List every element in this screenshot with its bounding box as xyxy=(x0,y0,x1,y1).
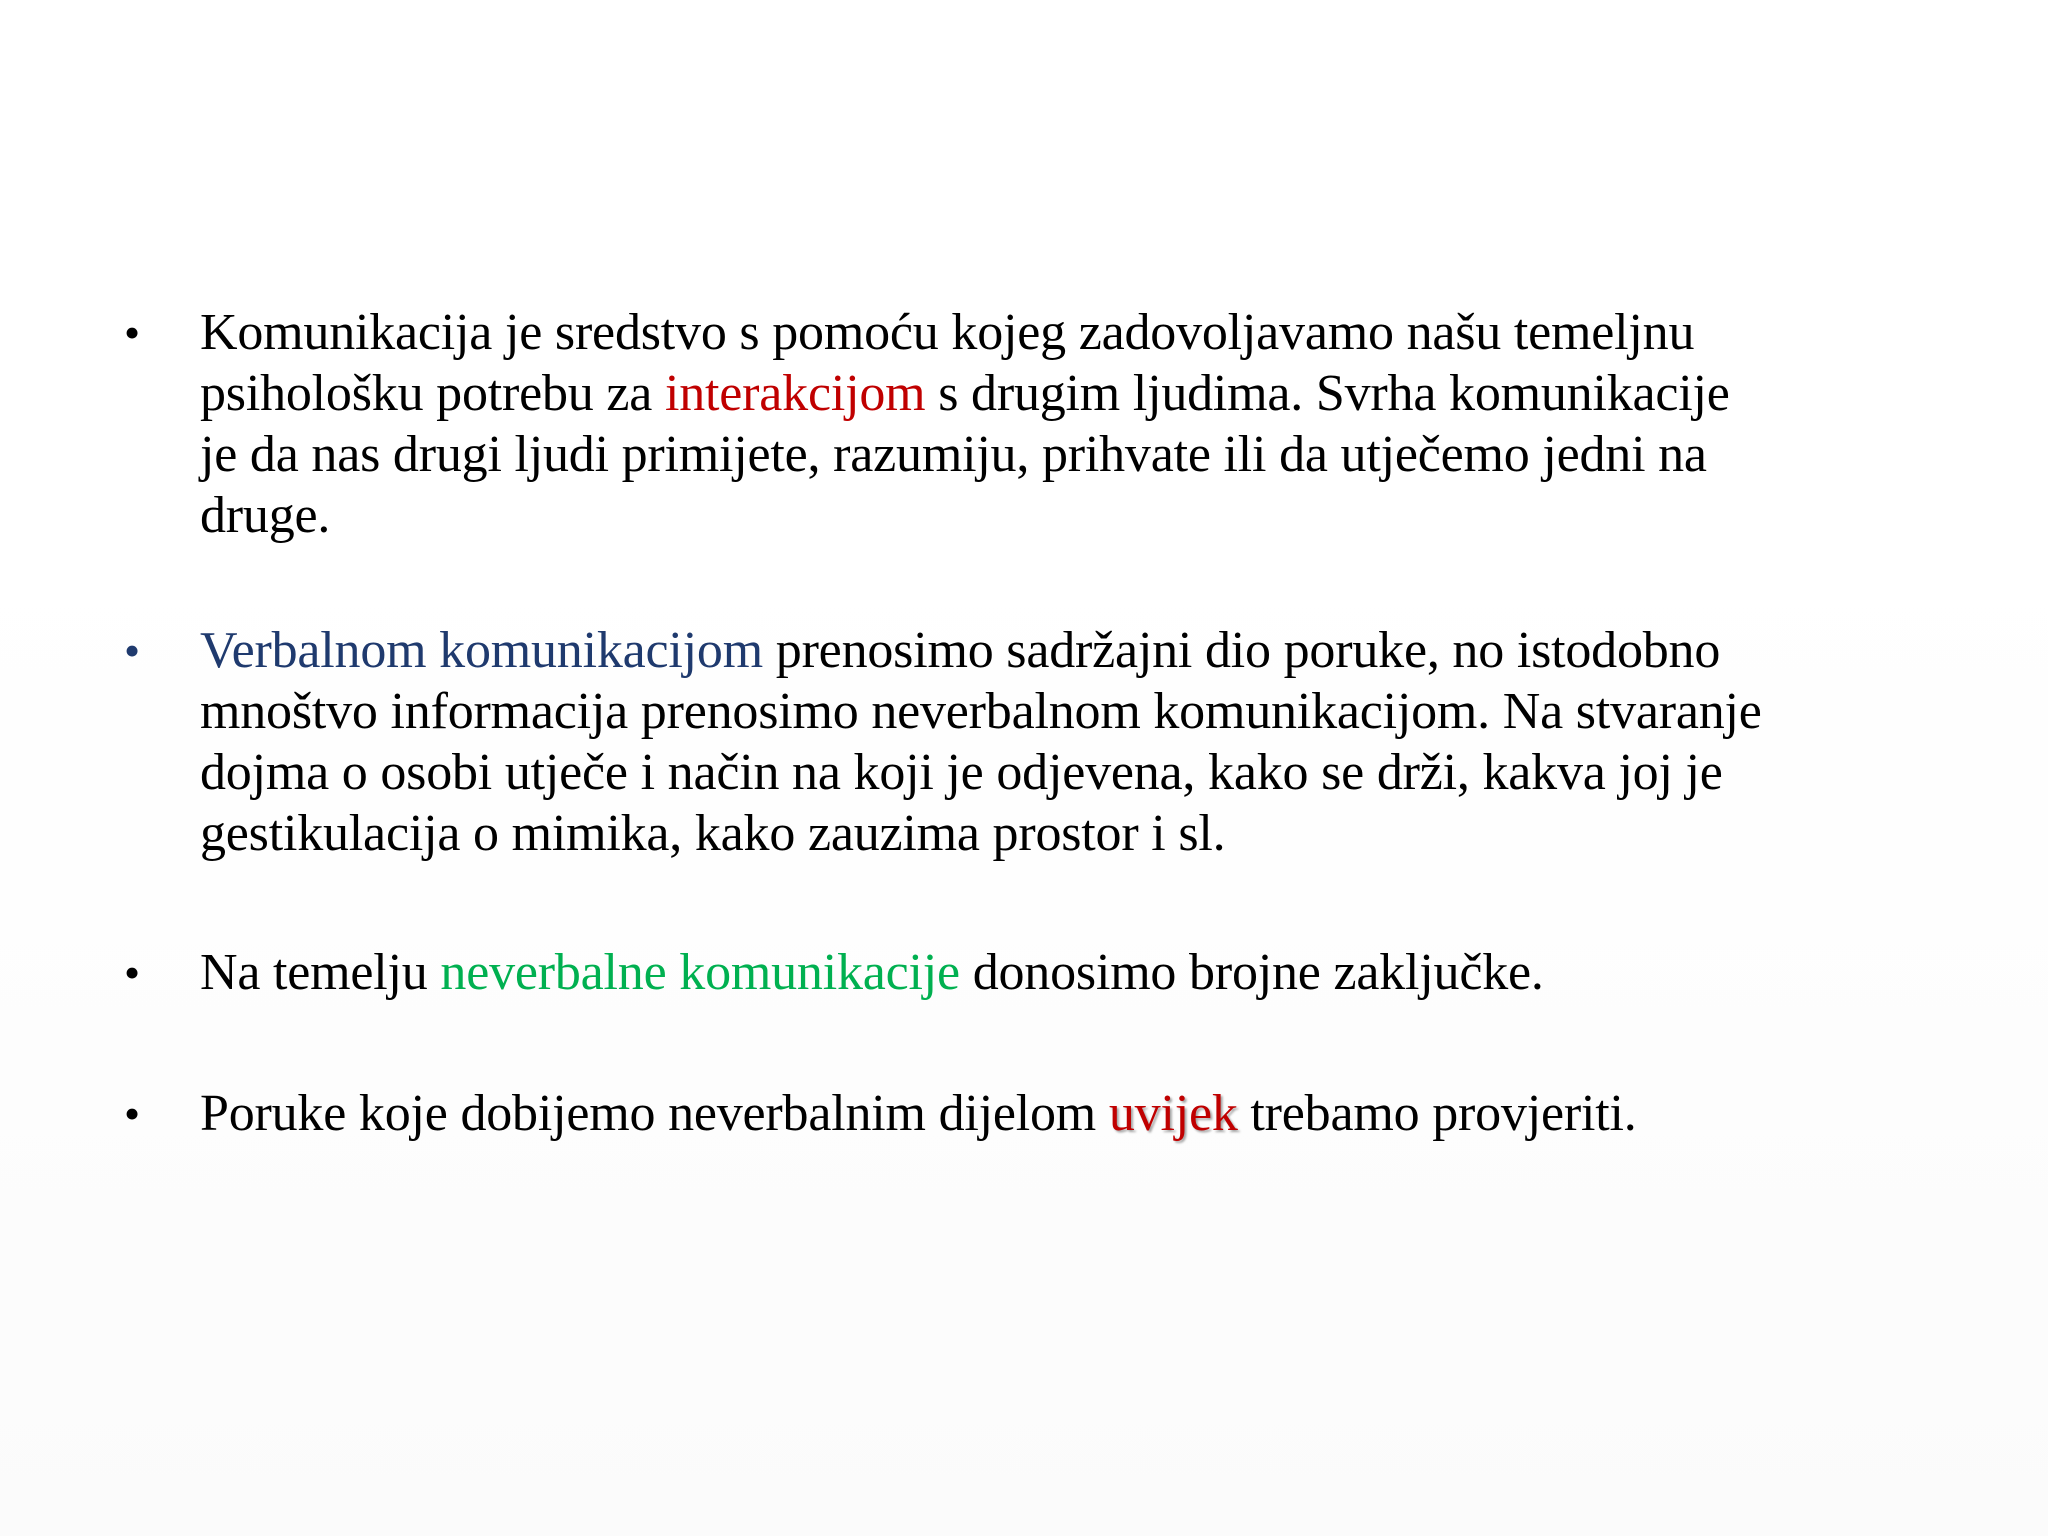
text-segment: s drugim ljudima. Svrha komunikacije xyxy=(925,365,1730,422)
bullet-dot-icon: • xyxy=(124,947,140,998)
bullet-dot-icon: • xyxy=(124,625,140,676)
highlight-neverbalne-komunikacije: neverbalne komunikacije xyxy=(440,944,960,1001)
text-segment: gestikulacija o mimika, kako zauzima prostor i sl. xyxy=(200,805,1226,862)
text-line xyxy=(200,942,1952,1003)
text-segment: dojma o osobi utječe i način na koji je odjevena, kako se drži, kakva joj je xyxy=(200,744,1723,801)
text-line xyxy=(200,803,1952,864)
text-segment: prenosimo sadržajni dio poruke, no istodobno xyxy=(762,622,1721,679)
highlight-interakcijom: interakcijom xyxy=(664,365,926,422)
text-line xyxy=(200,424,1952,485)
text-segment: Na temelju xyxy=(200,944,441,1001)
text-segment: druge. xyxy=(200,487,331,544)
highlight-verbalnom-komunikacijom: Verbalnom komunikacijom xyxy=(200,622,763,679)
text-segment: psihološku potrebu za xyxy=(200,365,665,422)
bullet-dot-icon: • xyxy=(124,1088,140,1139)
text-line xyxy=(200,620,1952,681)
text-line xyxy=(200,363,1952,424)
bullet-dot-icon: • xyxy=(124,307,140,358)
bullet-list xyxy=(112,302,1952,1144)
text-line xyxy=(200,302,1952,363)
text-segment: Komunikacija je sredstvo s pomoću kojeg zadovoljavamo našu temeljnu xyxy=(200,304,1695,361)
text-segment: mnoštvo informacija prenosimo neverbalnom komunikacijom. Na stvaranje xyxy=(200,683,1762,740)
text-segment: donosimo brojne zaključke. xyxy=(959,944,1544,1001)
bullet-item xyxy=(112,942,1952,1003)
text-segment: je da nas drugi ljudi primijete, razumiju, prihvate ili da utječemo jedni na xyxy=(200,426,1707,483)
text-line xyxy=(200,681,1952,742)
bullet-item xyxy=(112,302,1952,546)
text-segment: trebamo provjeriti. xyxy=(1237,1085,1637,1142)
text-segment: Poruke koje dobijemo neverbalnim dijelom xyxy=(200,1085,1109,1142)
bullet-item xyxy=(112,1083,1952,1144)
highlight-uvijek: uvijek xyxy=(1108,1085,1238,1142)
text-line xyxy=(200,485,1952,546)
bullet-item xyxy=(112,620,1952,864)
text-line xyxy=(200,742,1952,803)
text-line xyxy=(200,1083,1952,1144)
